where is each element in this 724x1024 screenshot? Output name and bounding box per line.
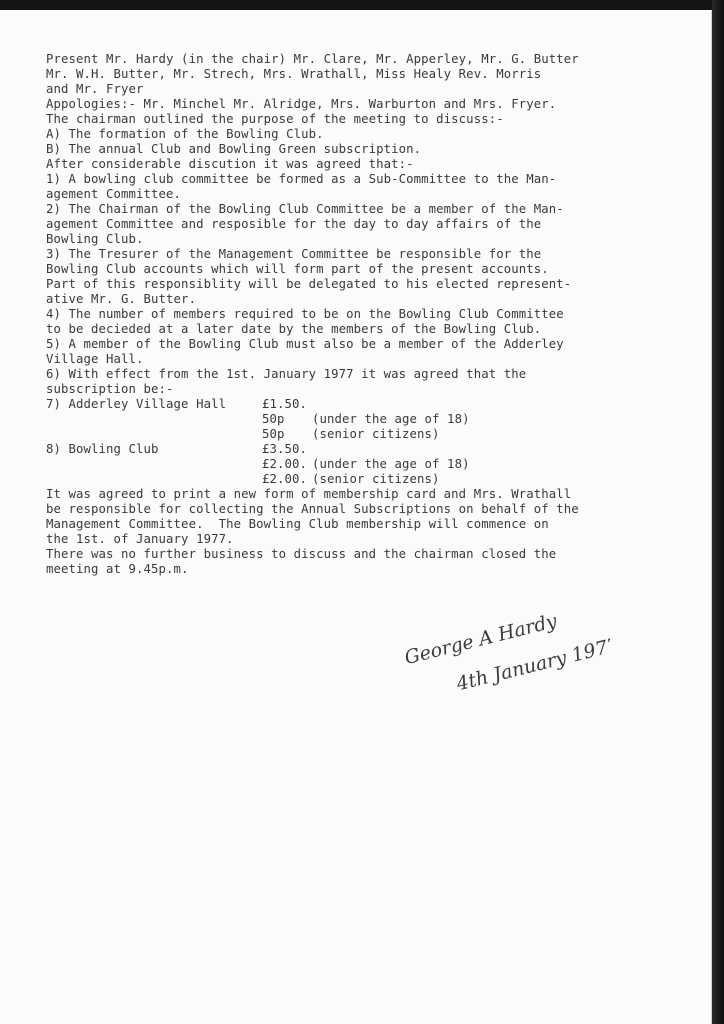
fee-label [46, 412, 262, 427]
fee-amount: £2.00. [262, 472, 308, 486]
fee-amount: 50p [262, 427, 285, 441]
text-line: Mr. W.H. Butter, Mr. Strech, Mrs. Wrathall, Miss Healy Rev. Morris [46, 67, 542, 81]
minutes-body [46, 52, 686, 577]
fee-note: (senior citizens) [312, 427, 440, 441]
text-line: to be decieded at a later date by the members of the Bowling Club. [46, 322, 542, 336]
fee-amount: £2.00. [262, 457, 308, 471]
fee-row [46, 397, 686, 412]
text-line: be responsible for collecting the Annual Subscriptions on behalf of the [46, 502, 579, 516]
text-line: subscription be:- [46, 382, 174, 396]
fee-amount: £3.50. [262, 442, 308, 456]
fee-row [46, 412, 686, 427]
text-line: The chairman outlined the purpose of the meeting to discuss:- [46, 112, 504, 126]
text-line: B) The annual Club and Bowling Green subscription. [46, 142, 422, 156]
text-line: the 1st. of January 1977. [46, 532, 234, 546]
text-line: Present Mr. Hardy (in the chair) Mr. Clare, Mr. Apperley, Mr. G. Butter [46, 52, 579, 66]
text-line: 4) The number of members required to be on the Bowling Club Committee [46, 307, 564, 321]
text-line: Bowling Club accounts which will form part of the present accounts. [46, 262, 549, 276]
fee-row [46, 427, 686, 442]
fee-label: 8) Bowling Club [46, 442, 159, 456]
text-line: 1) A bowling club committee be formed as a Sub-Committee to the Man- [46, 172, 557, 186]
fee-note: (under the age of 18) [312, 457, 470, 471]
text-line: A) The formation of the Bowling Club. [46, 127, 324, 141]
fee-row [46, 442, 686, 457]
handwritten-signature [400, 600, 610, 700]
fee-amount: £1.50. [262, 397, 308, 411]
scan-binder-edge [712, 0, 724, 1024]
fee-label [46, 472, 262, 487]
signature-drawing [400, 600, 610, 700]
text-line: There was no further business to discuss and the chairman closed the [46, 547, 557, 561]
text-line: Management Committee. The Bowling Club membership will commence on [46, 517, 549, 531]
fee-label [46, 427, 262, 442]
text-line: and Mr. Fryer [46, 82, 144, 96]
text-line: meeting at 9.45p.m. [46, 562, 189, 576]
fee-amount: 50p [262, 412, 285, 426]
text-line: 3) The Tresurer of the Management Committee be responsible for the [46, 247, 542, 261]
fee-label: 7) Adderley Village Hall [46, 397, 227, 411]
signature-date: 4th January 1977. [454, 632, 610, 696]
fee-label [46, 457, 262, 472]
text-line: Part of this responsiblity will be delegated to his elected represent- [46, 277, 572, 291]
text-line: agement Committee. [46, 187, 182, 201]
text-line: After considerable discution it was agreed that:- [46, 157, 414, 171]
text-line: 2) The Chairman of the Bowling Club Committee be a member of the Man- [46, 202, 564, 216]
scan-top-edge [0, 0, 724, 10]
text-line: 6) With effect from the 1st. January 1977 it was agreed that the [46, 367, 527, 381]
signature-name: George A Hardy [402, 610, 560, 670]
text-line: It was agreed to print a new form of membership card and Mrs. Wrathall [46, 487, 572, 501]
text-line: Appologies:- Mr. Minchel Mr. Alridge, Mrs. Warburton and Mrs. Fryer. [46, 97, 557, 111]
fee-row [46, 457, 686, 472]
fee-note: (under the age of 18) [312, 412, 470, 426]
text-line: 5) A member of the Bowling Club must also be a member of the Adderley [46, 337, 564, 351]
text-line: ative Mr. G. Butter. [46, 292, 197, 306]
text-line: Bowling Club. [46, 232, 144, 246]
text-line: agement Committee and resposible for the day to day affairs of the [46, 217, 542, 231]
fee-row [46, 472, 686, 487]
text-line: Village Hall. [46, 352, 144, 366]
fee-note: (senior citizens) [312, 472, 440, 486]
